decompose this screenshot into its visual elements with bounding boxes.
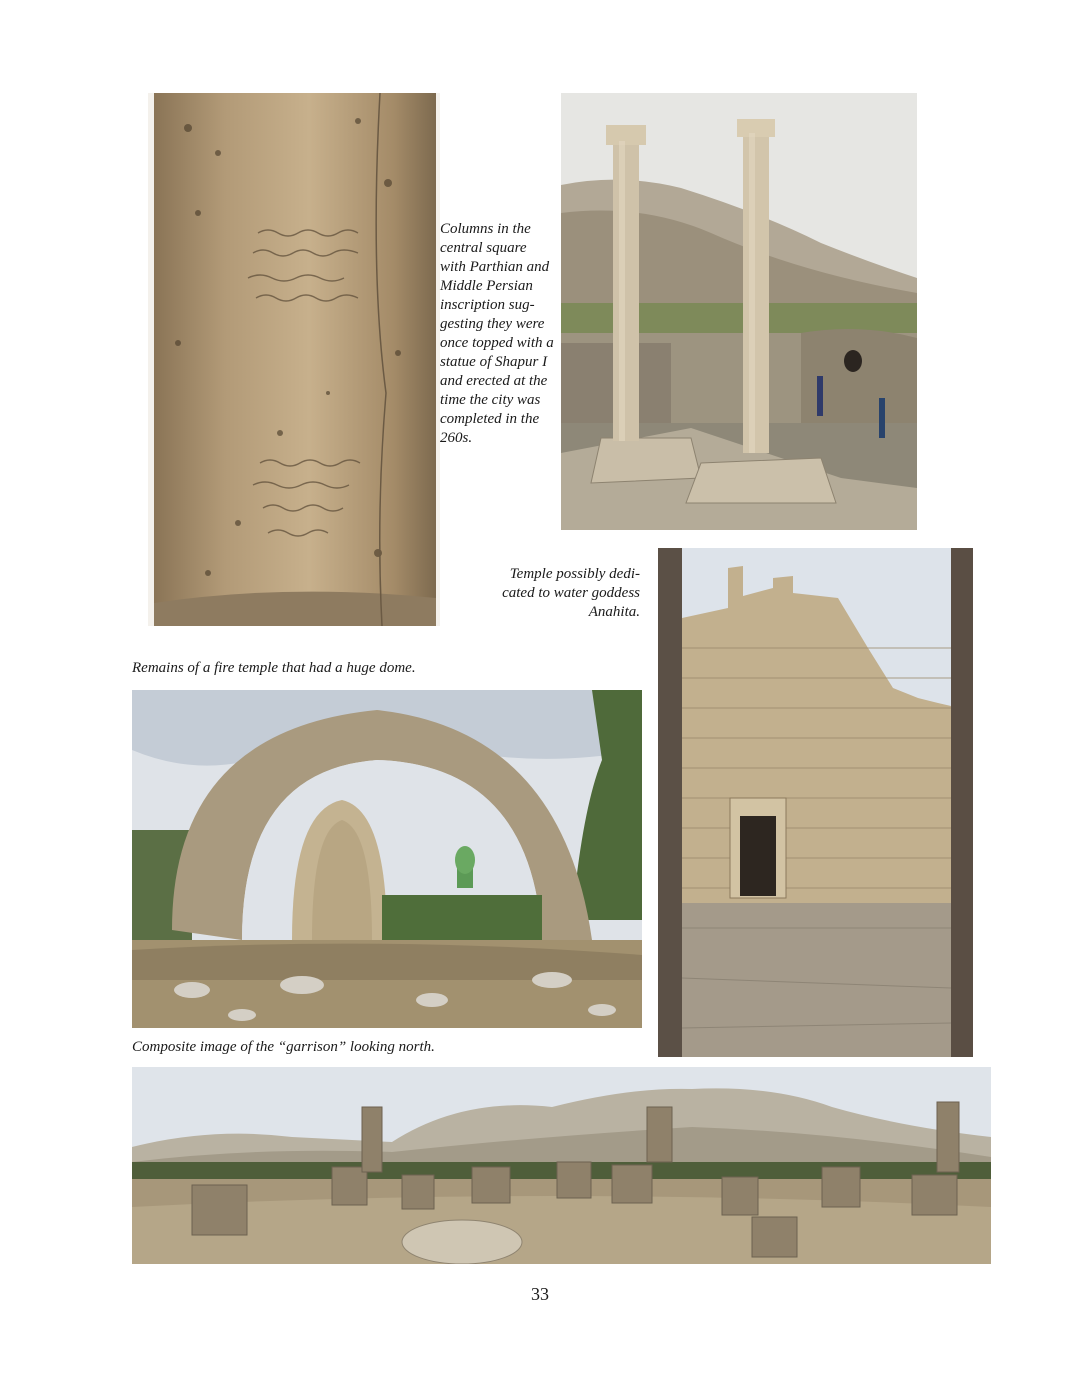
garrison-caption <box>132 1038 435 1057</box>
caption-line: completed in the <box>440 411 540 427</box>
fire-temple-arch-photo <box>132 690 642 1028</box>
inscribed-column-photo <box>148 93 440 626</box>
caption-line: statue of Shapur I <box>440 354 548 370</box>
temple-caption <box>470 565 640 622</box>
caption-line: time the city was <box>440 392 541 408</box>
twin-columns-photo <box>561 93 917 530</box>
caption-line: Anahita. <box>588 604 640 620</box>
caption-line: Middle Persian <box>440 278 533 294</box>
caption-line: once topped with a <box>440 335 554 351</box>
anahita-temple-photo <box>658 548 973 1057</box>
caption-line: Columns in the <box>440 221 531 237</box>
caption-line: 260s. <box>440 430 473 446</box>
caption-line: gesting they were <box>440 316 545 332</box>
caption-line: Remains of a fire temple that had a huge dome. <box>132 660 416 676</box>
caption-line: inscription sug- <box>440 297 535 313</box>
fire-temple-caption <box>132 659 416 678</box>
columns-caption <box>440 220 560 448</box>
caption-line: Temple possibly dedi- <box>509 566 640 582</box>
caption-line: and erected at the <box>440 373 548 389</box>
caption-line: with Parthian and <box>440 259 550 275</box>
page-number: 33 <box>531 1284 549 1304</box>
caption-line: central square <box>440 240 527 256</box>
caption-line: cated to water goddess <box>502 585 640 601</box>
caption-line: Composite image of the “garrison” looking north. <box>132 1039 435 1055</box>
garrison-panorama-photo <box>132 1067 991 1264</box>
